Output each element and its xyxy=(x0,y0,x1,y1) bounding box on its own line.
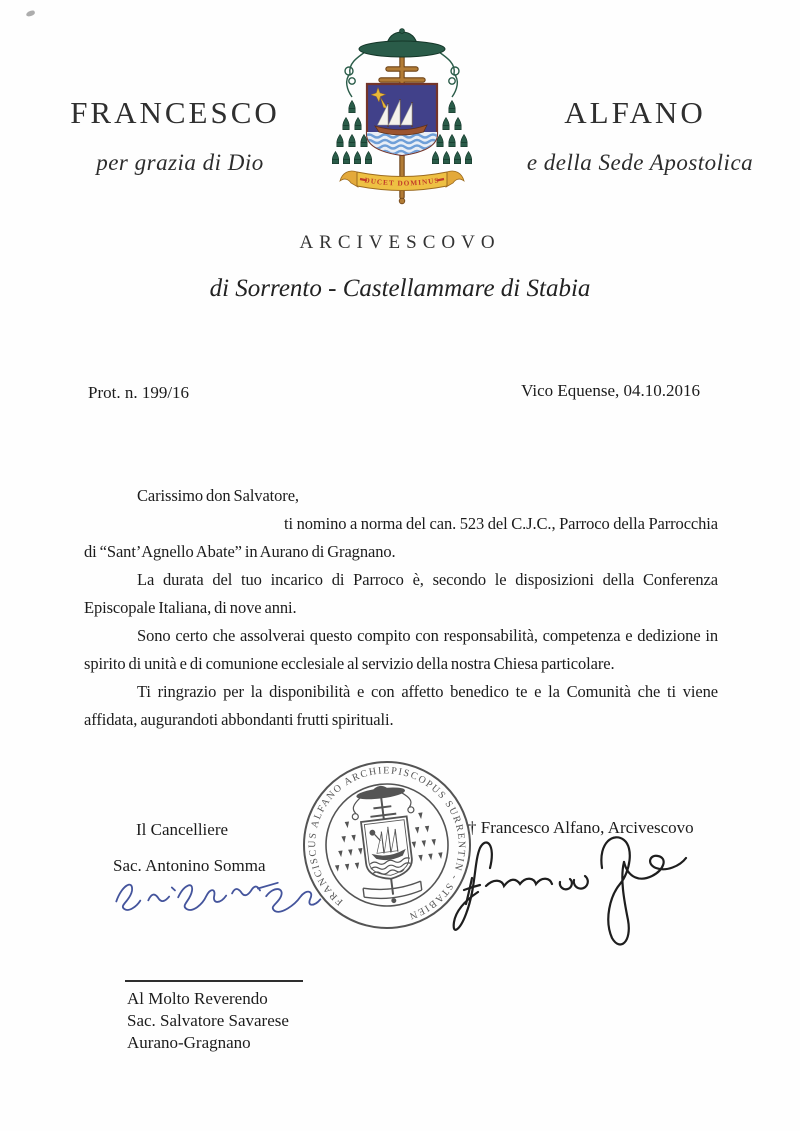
scan-artifact xyxy=(25,10,35,18)
staff-knob xyxy=(399,198,405,204)
protocol-number: Prot. n. 199/16 xyxy=(88,383,190,402)
addressee-line: Al Molto Reverendo xyxy=(127,989,268,1008)
body-paragraph: La durata del tuo incarico di Parroco è, secondo le disposizioni della Conferenza Episcopale Italiana, di nove anni. xyxy=(84,570,718,617)
letter-body xyxy=(84,482,718,734)
chancellor-name: Sac. Antonino Somma xyxy=(113,856,266,875)
chancellor-title: Il Cancelliere xyxy=(136,820,229,839)
shield xyxy=(365,84,437,157)
addressee-block xyxy=(127,988,289,1054)
archdiocese-stamp xyxy=(300,753,475,938)
apostolic-see-line: e della Sede Apostolica xyxy=(526,150,754,175)
body-paragraph: ti nomino a norma del can. 523 del C.J.C., Parroco della Parrocchia di “Sant’Agnello Abate” in Aurano di Gragnano. xyxy=(84,514,718,561)
archdiocese-name: di Sorrento - Castellammare di Stabia xyxy=(209,275,591,302)
stamp-circular-text: FRANCISCUS ALFANO ARCHIEPISCOPUS SURRENTIN - STABIEN xyxy=(307,765,467,922)
office-title: ARCIVESCOVO xyxy=(299,232,501,253)
coat-of-arms xyxy=(330,24,480,214)
chancellor-handwritten-signature xyxy=(108,864,323,919)
addressee-line: Sac. Salvatore Savarese xyxy=(127,1011,289,1030)
archbishop-handwritten-signature xyxy=(452,828,692,953)
crest-motto-text: DUCET DOMINUS xyxy=(363,176,441,188)
place-and-date: Vico Equense, 04.10.2016 xyxy=(521,381,700,400)
addressee-line: Aurano-Gragnano xyxy=(127,1033,251,1052)
addressee-divider xyxy=(125,980,303,982)
archbishop-signature-line: † Francesco Alfano, Arcivescovo xyxy=(468,818,694,837)
archbishop-first-name: FRANCESCO xyxy=(70,95,280,130)
archbishop-last-name: ALFANO xyxy=(564,95,706,130)
body-paragraph: Ti ringrazio per la disponibilità e con affetto benedico te e la Comunità che ti viene affidata, augurandoti abbondanti frutti spirituali. xyxy=(84,682,718,729)
salutation: Carissimo don Salvatore, xyxy=(137,486,299,505)
galero-hat xyxy=(359,29,445,57)
grace-of-god-line: per grazia di Dio xyxy=(96,150,264,175)
body-paragraph: Sono certo che assolverai questo compito con responsabilità, competenza e dedizione in spirito di unità e di comunione ecclesiale al servizio della nostra Chiesa particolare. xyxy=(84,626,718,673)
